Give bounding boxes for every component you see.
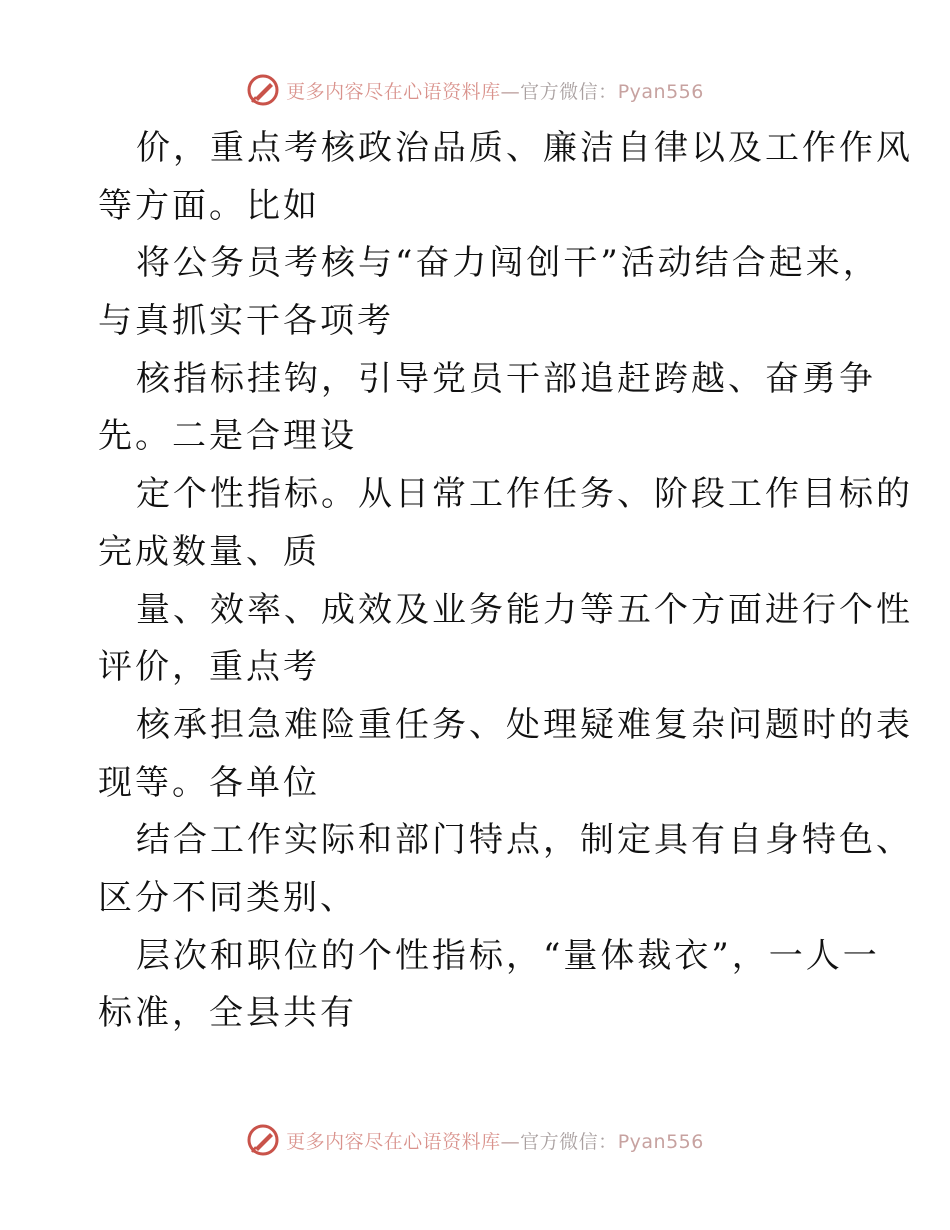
document-line: 现等。各单位 — [98, 762, 320, 803]
quill-logo-icon — [246, 73, 280, 107]
document-line: 等方面。比如 — [98, 185, 320, 226]
footer-dash: — — [500, 1130, 521, 1153]
footer-watermark-content — [246, 1123, 704, 1157]
document-line: 评价，重点考 — [98, 647, 320, 688]
footer-site-text: 更多内容尽在心语资料库 — [286, 1130, 501, 1153]
document-line: 区分不同类别、 — [98, 877, 357, 918]
header-dash: — — [500, 80, 521, 103]
header-watermark-banner — [0, 70, 950, 110]
document-line: 价，重点考核政治品质、廉洁自律以及工作作风 — [136, 128, 913, 168]
document-line: 核承担急难险重任务、处理疑难复杂问题时的表 — [136, 704, 913, 745]
document-line: 层次和职位的个性指标，“量体裁衣”，一人一 — [136, 935, 880, 976]
footer-watermark-text — [286, 1127, 704, 1154]
header-site-text: 更多内容尽在心语资料库 — [286, 80, 501, 103]
header-wechat-handle: Pyan556 — [617, 80, 704, 103]
document-line: 与真抓实干各项考 — [98, 301, 394, 342]
document-line: 量、效率、成效及业务能力等五个方面进行个性 — [136, 589, 913, 630]
document-line: 完成数量、质 — [98, 531, 320, 572]
footer-wechat-label: 官方微信： — [520, 1130, 618, 1153]
document-line: 先。二是合理设 — [98, 416, 357, 457]
quill-logo-icon — [246, 1123, 280, 1157]
footer-watermark-banner — [0, 1120, 950, 1160]
footer-wechat-handle: Pyan556 — [617, 1130, 704, 1153]
document-line: 将公务员考核与“奋力闯创干”活动结合起来， — [136, 243, 880, 284]
document-body — [98, 120, 913, 1043]
document-line: 标准，全县共有 — [98, 993, 357, 1034]
header-watermark-content — [246, 73, 704, 107]
header-wechat-label: 官方微信： — [520, 80, 618, 103]
header-watermark-text — [286, 77, 704, 104]
document-line: 核指标挂钩，引导党员干部追赶跨越、奋勇争 — [136, 358, 876, 399]
document-line: 定个性指标。从日常工作任务、阶段工作目标的 — [136, 474, 913, 515]
document-line: 结合工作实际和部门特点，制定具有自身特色、 — [136, 820, 913, 861]
